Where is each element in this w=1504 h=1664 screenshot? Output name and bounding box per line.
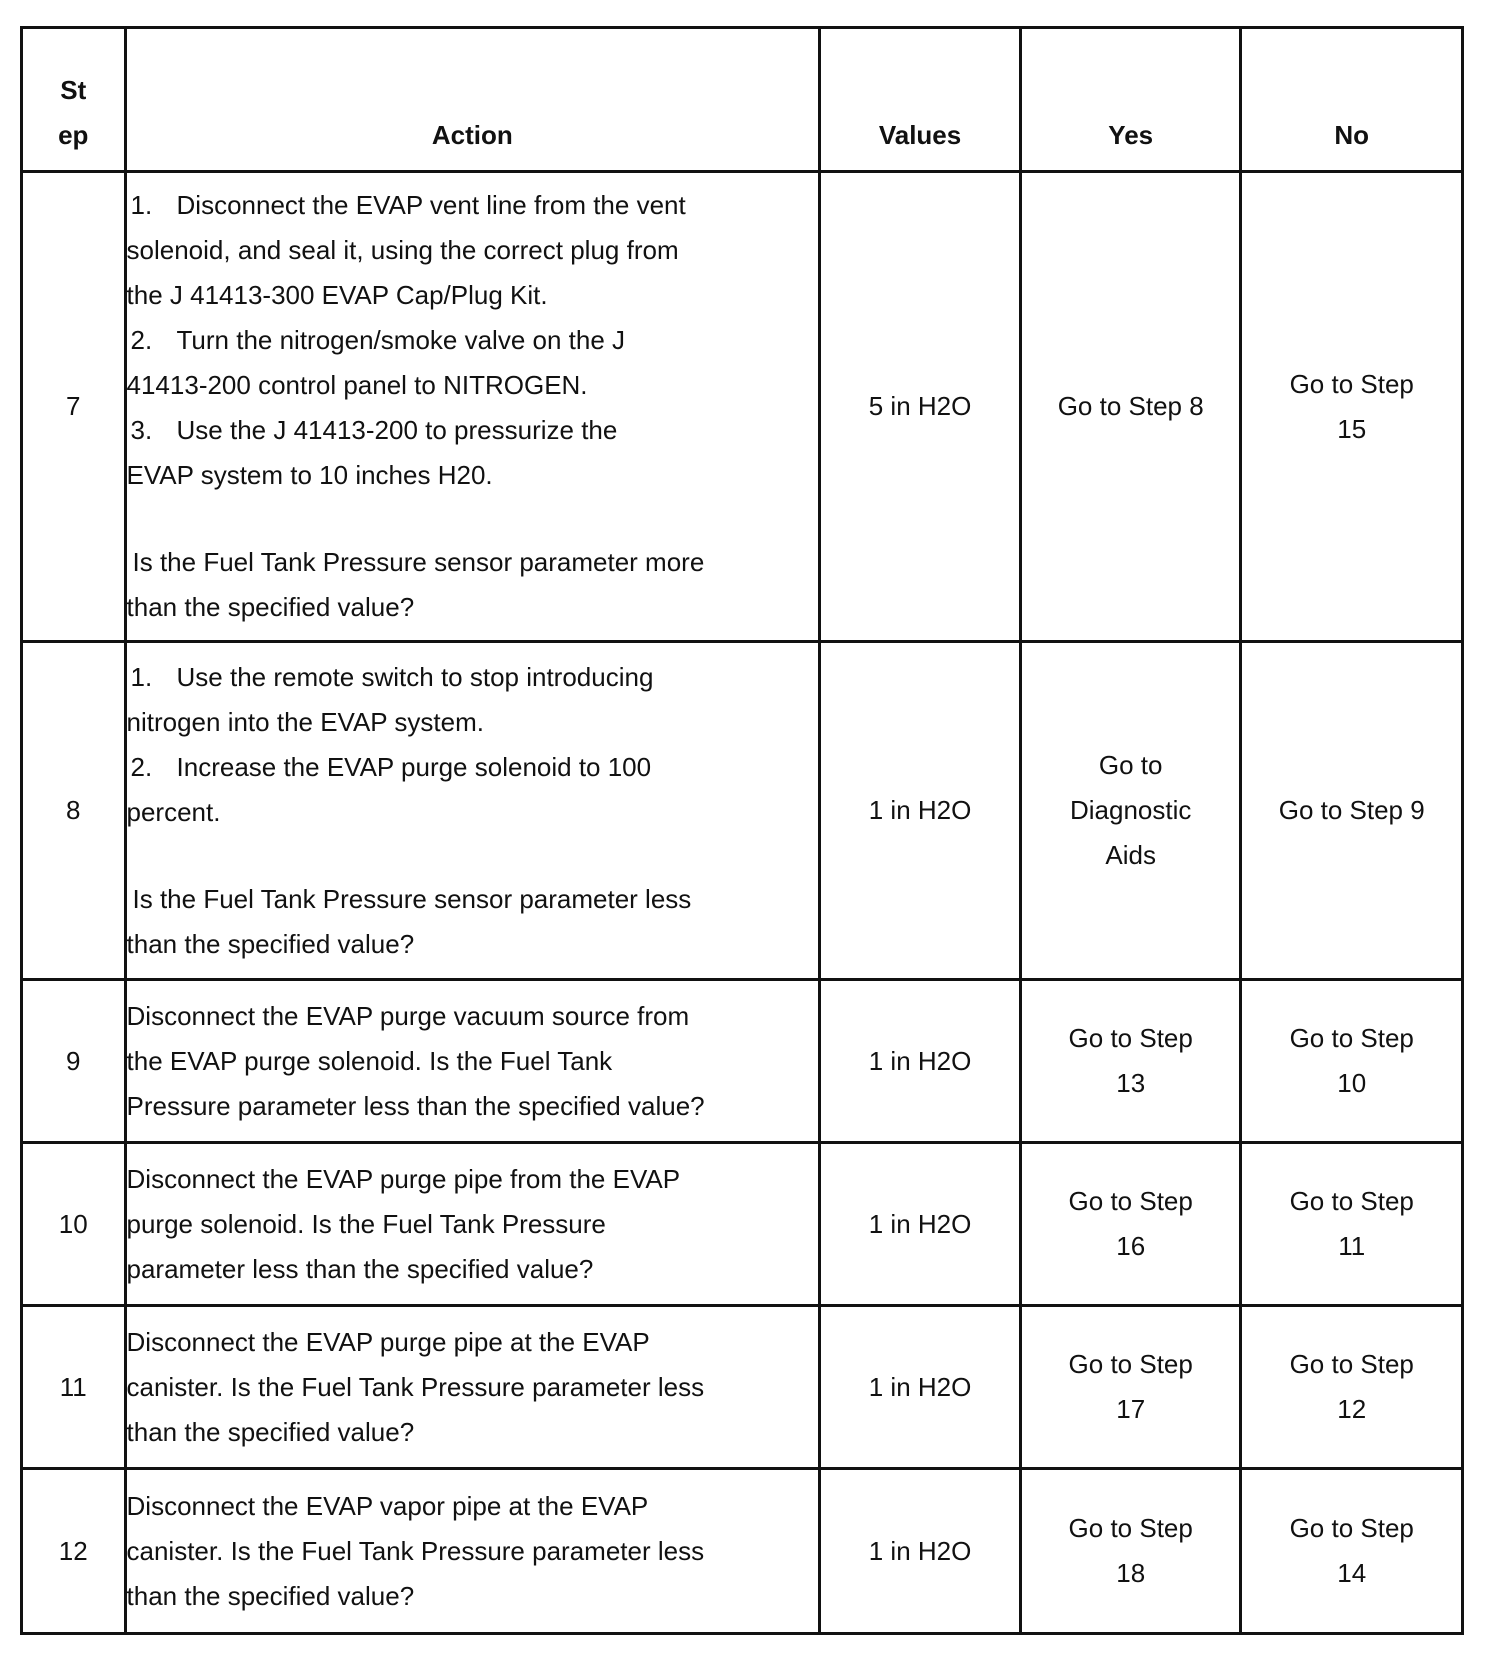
action-line: the J 41413-300 EVAP Cap/Plug Kit. [126,280,548,310]
yes-header: Yes [1020,28,1240,172]
action-question: than the specified value? [126,592,415,622]
value-cell: 1 in H2O [820,1143,1021,1306]
step-header: St ep [22,28,126,172]
action-line: EVAP system to 10 inches H20. [126,460,493,490]
yes-cell: Go to Step 16 [1020,1143,1240,1306]
action-cell [125,642,820,980]
table-row [22,1469,1463,1634]
value-cell: 1 in H2O [820,980,1021,1143]
value-cell: 1 in H2O [820,1469,1021,1634]
no-cell: Go to Step 12 [1241,1306,1463,1469]
action-item: 1. Use the remote switch to stop introducing [130,661,654,692]
action-cell: Disconnect the EVAP purge vacuum source from the EVAP purge solenoid. Is the Fuel Tank Pressure parameter less than the specified value? [125,980,820,1143]
action-question: than the specified value? [126,928,415,959]
action-question: Is the Fuel Tank Pressure sensor parameter less [132,883,692,914]
value-cell: 1 in H2O [820,642,1021,980]
step-number: 9 [22,980,126,1143]
yes-cell: Go to Step 13 [1020,980,1240,1143]
table-row [22,642,1463,980]
value-cell: 5 in H2O [820,172,1021,642]
step-number: 8 [22,642,126,980]
action-item: 3. Use the J 41413-200 to pressurize the [130,415,618,445]
action-item: 2. Turn the nitrogen/smoke valve on the J [130,325,626,355]
yes-cell: Go to Step 18 [1020,1469,1240,1634]
step-number: 10 [22,1143,126,1306]
no-cell: Go to Step 14 [1241,1469,1463,1634]
action-cell [125,172,820,642]
action-cell: Disconnect the EVAP purge pipe at the EVAP canister. Is the Fuel Tank Pressure parameter less than the specified value? [125,1306,820,1469]
action-item: 2. Increase the EVAP purge solenoid to 100 [130,751,652,782]
action-line: percent. [126,796,221,827]
step-number: 11 [22,1306,126,1469]
no-cell: Go to Step 11 [1241,1143,1463,1306]
header-row [22,28,1463,172]
values-header: Values [820,28,1021,172]
action-cell: Disconnect the EVAP purge pipe from the EVAP purge solenoid. Is the Fuel Tank Pressure parameter less than the specified value? [125,1143,820,1306]
no-cell: Go to Step 9 [1241,642,1463,980]
no-cell: Go to Step 15 [1241,172,1463,642]
action-line: nitrogen into the EVAP system. [126,706,484,737]
action-cell: Disconnect the EVAP vapor pipe at the EVAP canister. Is the Fuel Tank Pressure parameter less than the specified value? [125,1469,820,1634]
step-number: 7 [22,172,126,642]
table-row [22,980,1463,1143]
table-row [22,1306,1463,1469]
diagnostic-table [20,26,1464,1635]
action-item: 1. Disconnect the EVAP vent line from the vent [130,190,686,220]
table-row [22,1143,1463,1306]
yes-cell: Go to Step 17 [1020,1306,1240,1469]
table-row [22,172,1463,642]
yes-cell: Go to Step 8 [1020,172,1240,642]
action-line: solenoid, and seal it, using the correct plug from [126,235,679,265]
no-header: No [1241,28,1463,172]
no-cell: Go to Step 10 [1241,980,1463,1143]
value-cell: 1 in H2O [820,1306,1021,1469]
step-number: 12 [22,1469,126,1634]
action-header: Action [125,28,820,172]
action-line: 41413-200 control panel to NITROGEN. [126,370,588,400]
yes-cell: Go to Diagnostic Aids [1020,642,1240,980]
action-question: Is the Fuel Tank Pressure sensor parameter more [132,547,705,577]
